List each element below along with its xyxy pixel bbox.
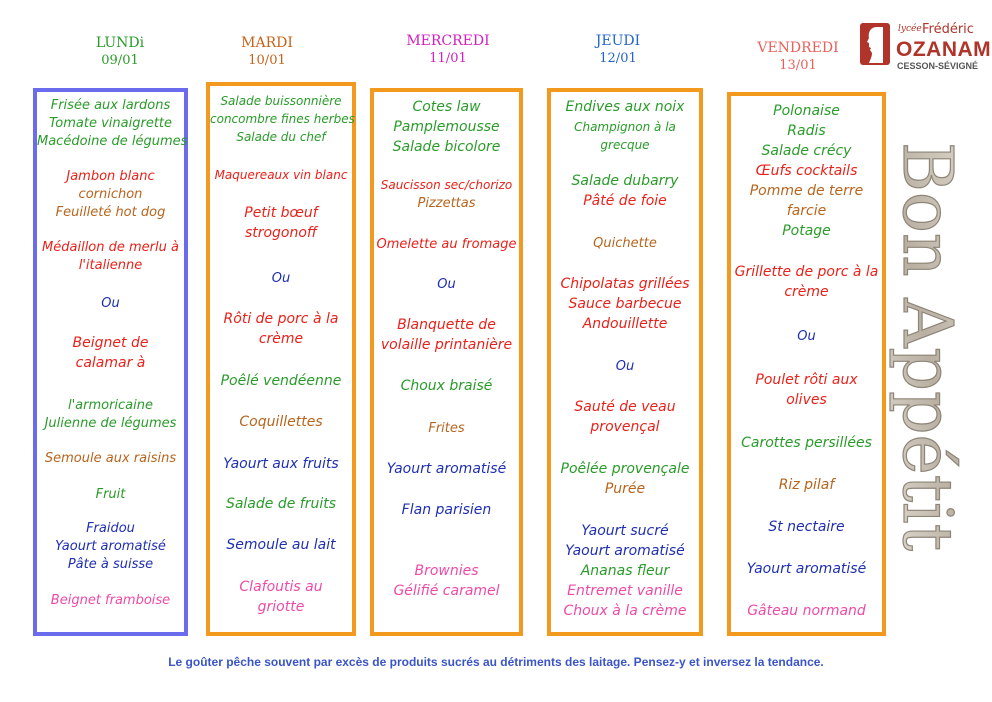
menu-item: Poulet rôti aux	[755, 372, 858, 388]
menu-item: Sauce barbecue	[568, 296, 682, 312]
menu-item: Sauté de veau	[574, 399, 676, 415]
day-date: 11/01	[429, 51, 467, 66]
day-date: 12/01	[599, 51, 637, 66]
menu-item: Blanquette de	[397, 317, 496, 333]
menu-item: l'armoricaine	[67, 398, 154, 413]
menu-item: Maquereaux vin blanc	[214, 168, 348, 182]
menu-column-mardi	[206, 82, 356, 636]
menu-item: Pomme de terre	[749, 183, 864, 199]
menu-item: Ou	[797, 329, 816, 344]
menu-item: Radis	[787, 123, 826, 139]
menu-item: Ou	[437, 277, 456, 292]
day-name: JEUDI	[595, 33, 641, 49]
day-date: 13/01	[779, 58, 817, 73]
logo-profile-icon	[860, 23, 890, 65]
menu-column-vendredi	[727, 92, 886, 636]
menu-item: Gélifié caramel	[393, 583, 500, 599]
menu-item: Yaourt aromatisé	[746, 561, 867, 577]
menu-item: Yaourt aromatisé	[386, 461, 507, 477]
logo-small-text: lycée	[898, 24, 922, 34]
menu-item: griotte	[257, 599, 305, 615]
day-date: 10/01	[248, 53, 286, 68]
day-name: MERCREDI	[406, 33, 490, 49]
menu-item: Chipolatas grillées	[560, 276, 690, 292]
menu-item: Macédoine de légumes	[37, 134, 188, 149]
menu-item: Salade dubarry	[571, 173, 679, 189]
menu-item: Entremet vanille	[567, 583, 683, 599]
menu-item: Carottes persillées	[741, 435, 872, 451]
bon-appetit-text	[882, 142, 982, 672]
menu-item: crème	[784, 284, 829, 300]
menu-item: Saucisson sec/chorizo	[380, 178, 513, 192]
menu-item: Potage	[782, 223, 831, 239]
menu-column-lundi	[33, 88, 188, 636]
menu-item: Cotes law	[412, 99, 481, 115]
day-header-lundi	[80, 35, 160, 69]
menu-item: Ou	[101, 296, 120, 311]
menu-item: strogonoff	[244, 225, 318, 241]
day-header-vendredi	[748, 40, 848, 74]
menu-item: Endives aux noix	[565, 99, 685, 115]
menu-item: Clafoutis au	[239, 579, 323, 595]
menu-item: Riz pilaf	[778, 477, 835, 493]
menu-item: Semoule au lait	[226, 537, 336, 553]
menu-item: Choux braisé	[400, 378, 493, 394]
menu-item: Omelette au fromage	[376, 237, 517, 252]
menu-item: Fruit	[95, 487, 126, 502]
menu-item: Médaillon de merlu à	[42, 240, 179, 255]
day-name: LUNDi	[95, 35, 145, 51]
menu-item: Gâteau normand	[747, 603, 866, 619]
menu-item: Beignet de	[72, 335, 149, 351]
menu-item: Pizzettas	[417, 196, 476, 211]
menu-item: Ou	[615, 359, 635, 374]
school-logo	[860, 20, 992, 80]
day-name: MARDI	[241, 35, 293, 51]
menu-item: farcie	[786, 203, 827, 219]
day-header-mercredi	[398, 33, 498, 67]
menu-column-jeudi	[547, 88, 703, 636]
menu-item: Yaourt aromatisé	[565, 543, 685, 559]
day-header-jeudi	[578, 33, 658, 67]
menu-item: volaille printanière	[380, 337, 513, 353]
menu-item: Feuilleté hot dog	[55, 205, 166, 220]
menu-item: Salade crécy	[761, 143, 852, 159]
menu-item: Polonaise	[773, 103, 840, 119]
menu-item: Brownies	[414, 563, 479, 579]
menu-item: Ananas fleur	[580, 563, 670, 579]
menu-item: Frisée aux lardons	[50, 98, 171, 113]
menu-item: Julienne de légumes	[44, 416, 177, 431]
menu-item: Beignet framboise	[50, 593, 171, 608]
menu-item: concombre fines herbes	[210, 112, 355, 126]
day-date: 09/01	[101, 53, 139, 68]
menu-item: provençal	[590, 419, 660, 435]
menu-item: Quichette	[593, 236, 657, 251]
menu-item: Pâté de foie	[583, 193, 667, 209]
menu-item: Frites	[428, 421, 465, 436]
menu-item: Semoule aux raisins	[44, 451, 177, 466]
day-name: VENDREDI	[757, 40, 839, 56]
menu-item: Jambon blanc	[66, 169, 155, 184]
menu-item: Yaourt sucré	[581, 523, 669, 539]
menu-item: olives	[786, 392, 827, 408]
menu-item: Flan parisien	[401, 502, 492, 518]
menu-item: Pâte à suisse	[67, 557, 154, 572]
day-header-mardi	[227, 35, 307, 69]
menu-item: Andouillette	[582, 316, 668, 332]
menu-item: calamar à	[75, 355, 146, 371]
logo-first-name: Frédéric	[922, 22, 974, 37]
menu-item: crème	[258, 331, 304, 347]
menu-item: Purée	[604, 481, 646, 497]
menu-item: Grillette de porc à la	[734, 264, 879, 280]
menu-item: Salade buissonnière	[220, 94, 342, 108]
menu-item: Fraidou	[86, 521, 135, 536]
menu-item: St nectaire	[768, 519, 845, 535]
menu-item: Salade de fruits	[225, 496, 337, 512]
menu-item: l'italienne	[78, 258, 143, 273]
menu-item: Yaourt aux fruits	[223, 456, 339, 472]
bon-appetit-label: Bon Appétit	[887, 142, 966, 552]
menu-item: Poêlé vendéenne	[220, 373, 342, 389]
menu-item: Tomate vinaigrette	[48, 116, 173, 131]
menu-item: grecque	[600, 138, 650, 152]
menu-item: Coquillettes	[239, 414, 323, 430]
menu-item: Yaourt aromatisé	[55, 539, 166, 554]
logo-main-text: OZANAM	[896, 38, 992, 61]
menu-item: Pamplemousse	[393, 119, 500, 135]
menu-column-mercredi	[370, 88, 523, 636]
menu-item: Ou	[271, 271, 291, 286]
menu-item: Champignon à la	[574, 120, 676, 134]
menu-item: Petit bœuf	[244, 205, 318, 221]
menu-item: Salade du chef	[236, 130, 326, 144]
menu-item: cornichon	[78, 187, 143, 202]
footer-note: Le goûter pêche souvent par excès de produits sucrés au détriments des laitage. Pensez-y et inversez la tendance.	[168, 655, 824, 669]
menu-item: Salade bicolore	[392, 139, 501, 155]
logo-city-text: CESSON-SÉVIGNÉ	[897, 61, 979, 71]
menu-item: Poêlée provençale	[560, 461, 690, 477]
menu-item: Choux à la crème	[563, 603, 687, 619]
menu-item: Œufs cocktails	[755, 163, 858, 179]
menu-item: Rôti de porc à la	[223, 311, 339, 327]
